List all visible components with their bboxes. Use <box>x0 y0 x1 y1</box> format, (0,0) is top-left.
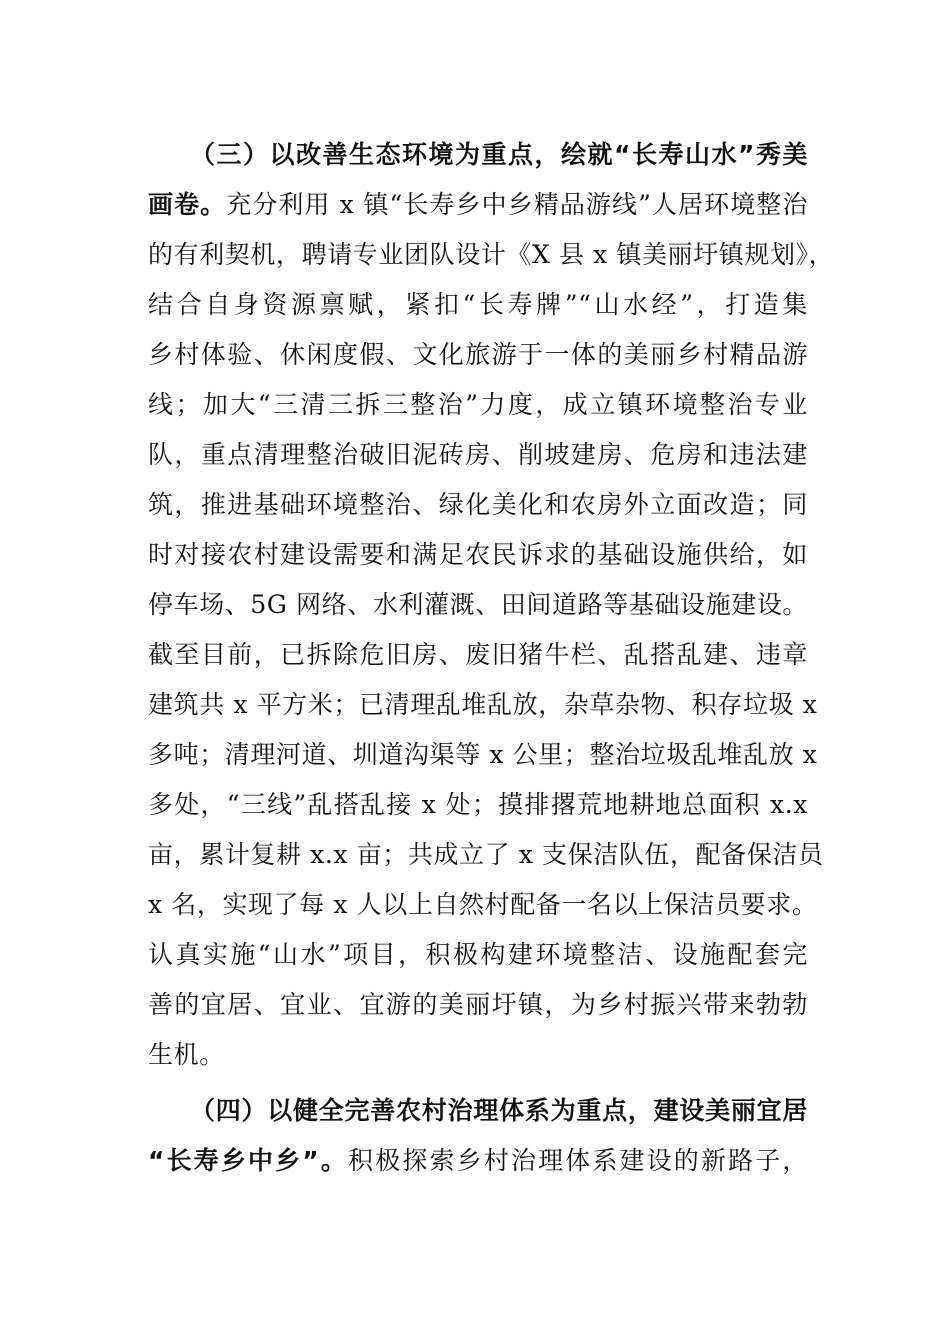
section3-line-2: 的有利契机，聘请专业团队设计《X 县 x 镇美丽圩镇规划》， <box>148 240 835 269</box>
section3-line-7: 筑，推进基础环境整治、绿化美化和农房外立面改造；同 <box>148 490 808 519</box>
section3-line-16: 认真实施“山水”项目，积极构建环境整洁、设施配套完 <box>148 940 808 969</box>
section3-line-13: 多处，“三线”乱搭乱接 x 处；摸排撂荒地耕地总面积 x.x <box>148 790 808 819</box>
paragraph-text: 积极探索乡村治理体系建设的新路子， <box>348 1146 808 1175</box>
section4-heading: （四）以健全完善农村治理体系为重点，建设美丽宜居 <box>190 1096 808 1125</box>
section3-line-12: 多吨；清理河道、圳道沟渠等 x 公里；整治垃圾乱堆乱放 x <box>148 740 818 769</box>
section4-heading-end: “长寿乡中乡”。 <box>148 1146 349 1175</box>
section3-line-1 <box>148 180 808 230</box>
section4-line-1 <box>148 1136 808 1186</box>
section3-line-4: 乡村体验、休闲度假、文化旅游于一体的美丽乡村精品游 <box>148 340 808 369</box>
section3-line-8: 时对接农村建设需要和满足农民诉求的基础设施供给，如 <box>148 540 808 569</box>
section3-line-3: 结合自身资源禀赋，紧扣“长寿牌”“山水经”，打造集 <box>148 290 808 319</box>
section3-heading: （三）以改善生态环境为重点，绘就“长寿山水”秀美 <box>190 140 808 169</box>
section3-line-18: 生机。 <box>148 1040 225 1069</box>
section3-line-14: 亩，累计复耕 x.x 亩；共成立了 x 支保洁队伍，配备保洁员 <box>148 840 824 869</box>
section3-line-9: 停车场、5G 网络、水利灌溉、田间道路等基础设施建设。 <box>148 590 809 619</box>
section3-line-5: 线；加大“三清三拆三整治”力度，成立镇环境整治专业 <box>148 390 808 419</box>
section3-heading-end: 画卷。 <box>148 190 227 219</box>
paragraph-text: 充分利用 x 镇“长寿乡中乡精品游线”人居环境整治 <box>226 190 808 219</box>
section3-line-17: 善的宜居、宜业、宜游的美丽圩镇，为乡村振兴带来勃勃 <box>148 990 808 1019</box>
section3-line-10: 截至目前，已拆除危旧房、废旧猪牛栏、乱搭乱建、违章 <box>148 640 808 669</box>
section3-line-15: x 名，实现了每 x 人以上自然村配备一名以上保洁员要求。 <box>148 890 818 919</box>
section3-line-11: 建筑共 x 平方米；已清理乱堆乱放，杂草杂物、积存垃圾 x <box>148 690 818 719</box>
section3-line-6: 队，重点清理整治破旧泥砖房、削坡建房、危房和违法建 <box>148 440 808 469</box>
